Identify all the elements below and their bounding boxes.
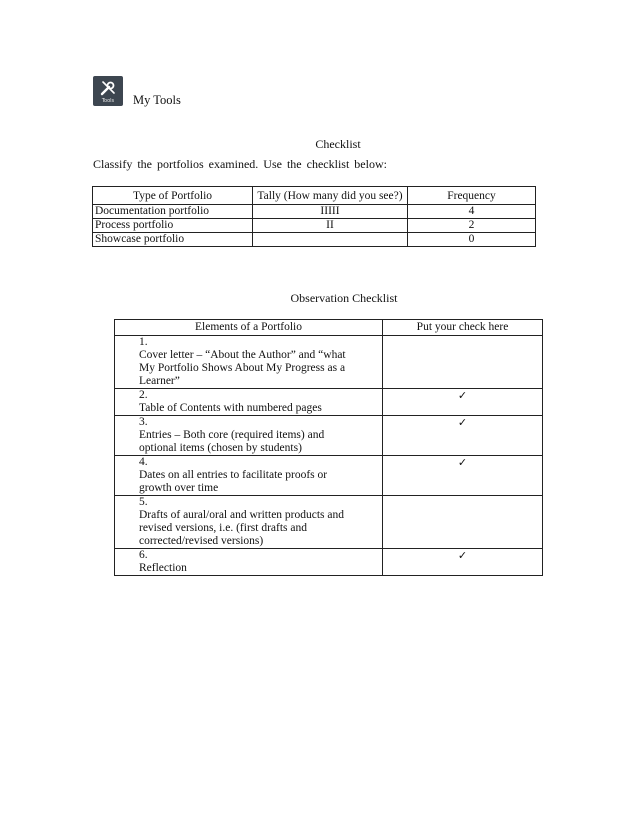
- check-cell[interactable]: ✓: [383, 549, 543, 576]
- table-row: [115, 416, 543, 456]
- observation-checklist-table: [114, 319, 543, 576]
- table-row: [93, 205, 536, 219]
- element-cell: [115, 496, 383, 549]
- table-row: [115, 549, 543, 576]
- tally-cell: II: [253, 219, 408, 233]
- check-cell[interactable]: ✓: [383, 416, 543, 456]
- tools-title: My Tools: [133, 93, 181, 107]
- table-row: [115, 389, 543, 416]
- item-number: 3.: [139, 416, 148, 428]
- check-cell[interactable]: [383, 496, 543, 549]
- checklist-title: Checklist: [315, 137, 361, 151]
- item-number: 5.: [139, 496, 148, 508]
- frequency-cell: 0: [408, 233, 536, 247]
- item-number: 1.: [139, 336, 148, 348]
- element-cell: [115, 336, 383, 389]
- frequency-cell: 4: [408, 205, 536, 219]
- frequency-cell: 2: [408, 219, 536, 233]
- item-text: Drafts of aural/oral and written products and revised versions, i.e. (first drafts and corrected/revised versions): [139, 509, 345, 547]
- instruction-text: Classify the portfolios examined. Use the checklist below:: [93, 157, 387, 171]
- column-header-tally: Tally (How many did you see?): [253, 187, 408, 205]
- item-text: Entries – Both core (required items) and optional items (chosen by students): [139, 429, 325, 454]
- tools-icon-label: Tools: [101, 98, 115, 104]
- portfolio-type-cell: Documentation portfolio: [93, 205, 253, 219]
- observation-checklist-title: Observation Checklist: [290, 291, 398, 305]
- portfolio-type-table: [92, 186, 536, 247]
- item-text: Reflection: [139, 562, 187, 574]
- table-row: [115, 336, 543, 389]
- tally-cell: IIIII: [253, 205, 408, 219]
- item-number: 6.: [139, 549, 148, 561]
- table-header-row: [93, 187, 536, 205]
- table-header-row: [115, 320, 543, 336]
- item-text: Cover letter – “About the Author” and “what My Portfolio Shows About My Progress as a Learner”: [139, 349, 346, 387]
- element-cell: [115, 456, 383, 496]
- portfolio-type-cell: Process portfolio: [93, 219, 253, 233]
- portfolio-type-cell: Showcase portfolio: [93, 233, 253, 247]
- element-cell: [115, 549, 383, 576]
- table-row: [115, 456, 543, 496]
- column-header-frequency: Frequency: [408, 187, 536, 205]
- table-row: [93, 233, 536, 247]
- check-cell[interactable]: ✓: [383, 389, 543, 416]
- column-header-check: Put your check here: [383, 320, 543, 336]
- item-text: Dates on all entries to facilitate proofs or growth over time: [139, 469, 328, 494]
- column-header-type: Type of Portfolio: [93, 187, 253, 205]
- wrench-screwdriver-icon: [99, 79, 117, 97]
- tally-cell: [253, 233, 408, 247]
- item-number: 4.: [139, 456, 148, 468]
- item-number: 2.: [139, 389, 148, 401]
- column-header-elements: Elements of a Portfolio: [115, 320, 383, 336]
- table-row: [93, 219, 536, 233]
- tools-icon: [93, 76, 123, 106]
- check-cell[interactable]: [383, 336, 543, 389]
- check-cell[interactable]: ✓: [383, 456, 543, 496]
- table-row: [115, 496, 543, 549]
- element-cell: [115, 389, 383, 416]
- element-cell: [115, 416, 383, 456]
- item-text: Table of Contents with numbered pages: [139, 402, 322, 414]
